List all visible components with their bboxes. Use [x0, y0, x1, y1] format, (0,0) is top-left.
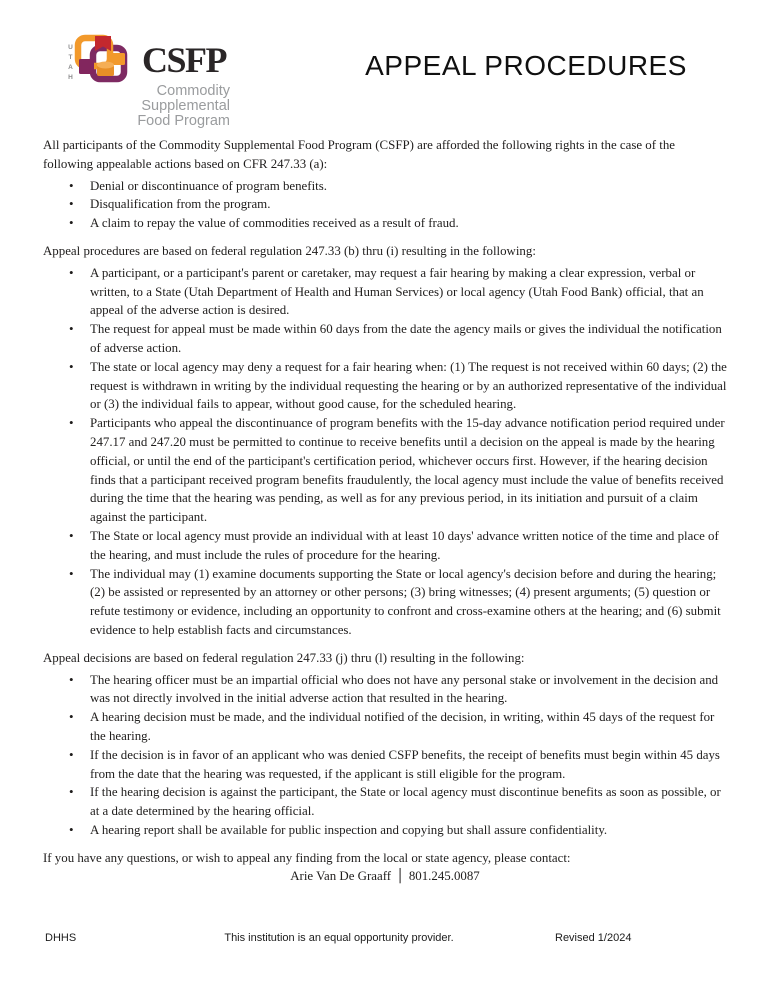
logo-tagline-line1: Commodity Supplemental [141, 83, 230, 114]
intro-bullet-list [43, 177, 727, 233]
bullet-item: • A hearing decision must be made, and the individual notified of the decision, in writing, within 45 days of the request for the hearing. [43, 708, 727, 746]
bullet-item: • The hearing officer must be an impartial official who does not have any personal stake or involvement in the decision and was not directly involved in the initial adverse action that resulted in the hearing. [43, 671, 727, 709]
document-body [43, 136, 727, 887]
footer-eop-statement: This institution is an equal opportunity provider. [224, 932, 454, 944]
logo-tagline-line2: Food Program [137, 113, 230, 129]
footer-agency: DHHS [45, 932, 77, 944]
bullet-item: • Denial or discontinuance of program benefits. [43, 177, 727, 196]
contact-paragraph: If you have any questions, or wish to appeal any finding from the local or state agency, please contact: [43, 850, 571, 865]
bullet-item: • The State or local agency must provide an individual with at least 10 days' advance written notice of the time and place of the hearing, and must include the rules of procedure for the hearing. [43, 527, 727, 565]
bullet-item: • If the decision is in favor of an applicant who was denied CSFP benefits, the receipt of benefits must begin within 45 days from the date that the hearing was requested, if the applicant is still eligible for the program. [43, 746, 727, 784]
bullet-item: • If the hearing decision is against the participant, the State or local agency must discontinue benefits as soon as possible, or at a date determined by the hearing official. [43, 783, 727, 821]
bullet-item: • A hearing report shall be available for public inspection and copying but shall assure confidentiality. [43, 821, 727, 840]
bullet-item: • Disqualification from the program. [43, 195, 727, 214]
decisions-bullet-list [43, 671, 727, 840]
bullet-item: • A claim to repay the value of commodities received as a result of fraud. [43, 214, 727, 233]
contact-phone: 801.245.0087 [408, 869, 480, 884]
decisions-heading: Appeal decisions are based on federal regulation 247.33 (j) thru (l) resulting in the following: [43, 650, 525, 665]
bullet-item: • The individual may (1) examine documents supporting the State or local agency's decision before and during the hearing; (2) be assisted or represented by an attorney or other persons; (3) bring witnesses; (4) present arguments; (5) question or refute testimony or evidence, including an opportunity to confront and cross-examine others at the hearing; and (6) submit evidence to help establish facts and circumstances. [43, 565, 727, 640]
bullet-item: • The state or local agency may deny a request for a fair hearing when: (1) The request is not received within 60 days; (2) the request is withdrawn in writing by the individual requesting the hearing or by an authorized representative of the individual or (3) the individual fails to appear, without good cause, for the scheduled hearing. [43, 358, 727, 414]
page-title: APPEAL PROCEDURES [365, 50, 687, 81]
utah-vertical-label: UTAH [67, 44, 74, 84]
document-footer [43, 932, 725, 948]
csfp-acronym: CSFP [142, 40, 226, 80]
contact-line [43, 867, 727, 887]
procedures-heading: Appeal procedures are based on federal regulation 247.33 (b) thru (i) resulting in the following: [43, 243, 536, 258]
bullet-item: • A participant, or a participant's parent or caretaker, may request a fair hearing by making a clear expression, verbal or written, to a State (Utah Department of Health and Human Services) or local agency (Utah Food Bank) official, that an appeal of the adverse action is desired. [43, 264, 727, 320]
procedures-bullet-list [43, 264, 727, 640]
contact-separator: │ [396, 869, 404, 885]
csfp-logo-block [64, 34, 234, 129]
csfp-logo-icon [74, 34, 138, 84]
footer-revision-date: Revised 1/2024 [555, 932, 632, 944]
intro-paragraph: All participants of the Commodity Supplemental Food Program (CSFP) are afforded the following rights in the case of the following appealable actions based on CFR 247.33 (a): [43, 138, 676, 171]
bullet-item: • The request for appeal must be made within 60 days from the date the agency mails or gives the individual the notification of adverse action. [43, 320, 727, 358]
bullet-item: • Participants who appeal the discontinuance of program benefits with the 15-day advance notification period required under 247.17 and 247.20 must be permitted to continue to receive benefits until a decision on the appeal is made by the hearing official, or until the end of the participant's certification period, whichever occurs first. However, if the hearing decision finds that a participant received program benefits fraudulently, the local agency must include the value of benefits received during the time that the hearing was pending, as well as for any previous period, in its initiation and pursuit of a claim against the participant. [43, 414, 727, 527]
contact-name: Arie Van De Graaff [290, 869, 392, 884]
